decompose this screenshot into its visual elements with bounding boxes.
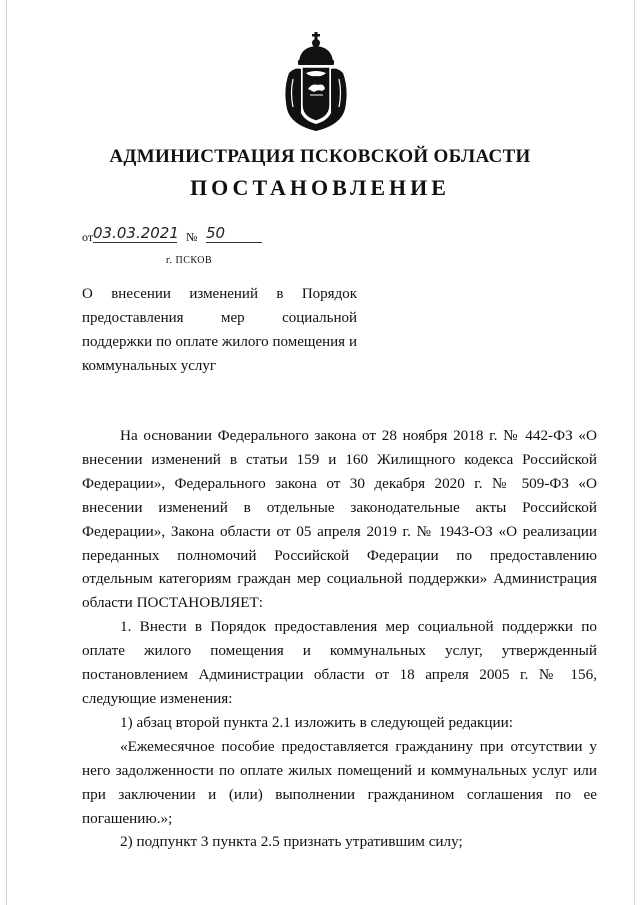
basis-paragraph: На основании Федерального закона от 28 ноября 2018 г. № 442-ФЗ «О внесении изменений в статьи 159 и 160 Жилищного кодекса Российской Федерации», Федерального закона от 30 декабря 2020 г. № 509-ФЗ «О внесении изменений в отдельные законодательные акты Российской Федерации», Закона области от 05 апреля 2019 г. № 1943-ОЗ «О реализации переданных полномочий Российской Федерации по предоставлению отдельным категориям граждан мер социальной поддержки» Администрация области ПОСТАНОВЛЯЕТ: [82,427,597,612]
organization-title: АДМИНИСТРАЦИЯ ПСКОВСКОЙ ОБЛАСТИ [109,146,531,167]
number-prefix: № [186,230,198,244]
date-prefix: от [82,230,94,244]
item-1-paragraph: 1. Внести в Порядок предоставления мер социальной поддержки по оплате жилого помещения и коммунальных услуг, утвержденный постановлением Администрации области от 18 апреля 2005 г. № 156, следующие изменения: [82,618,597,707]
document-body [82,424,597,854]
coat-of-arms-icon [277,29,355,134]
city-label: г. ПСКОВ [166,255,213,266]
subitem-2-paragraph: 2) подпункт 3 пункта 2.5 признать утратившим силу; [120,833,463,851]
quote-paragraph: «Ежемесячное пособие предоставляется гражданину при отсутствии у него задолженности по оплате жилых помещений и коммунальных услуг или при заключении и (или) выполнении гражданином соглашения по ее погашению.»; [82,737,597,827]
dateline [82,224,282,250]
scan-edge-left [6,0,7,905]
document-subject: О внесении изменений в Порядок предоставления мер социальной поддержки по оплате жилого помещения и коммунальных услуг [82,286,357,374]
handwritten-date: 03.03.2021 [93,224,179,242]
document-type-title: ПОСТАНОВЛЕНИЕ [190,175,450,200]
subitem-1-paragraph: 1) абзац второй пункта 2.1 изложить в следующей редакции: [120,713,514,731]
scan-edge-right [634,0,635,905]
handwritten-number: 50 [206,224,262,243]
